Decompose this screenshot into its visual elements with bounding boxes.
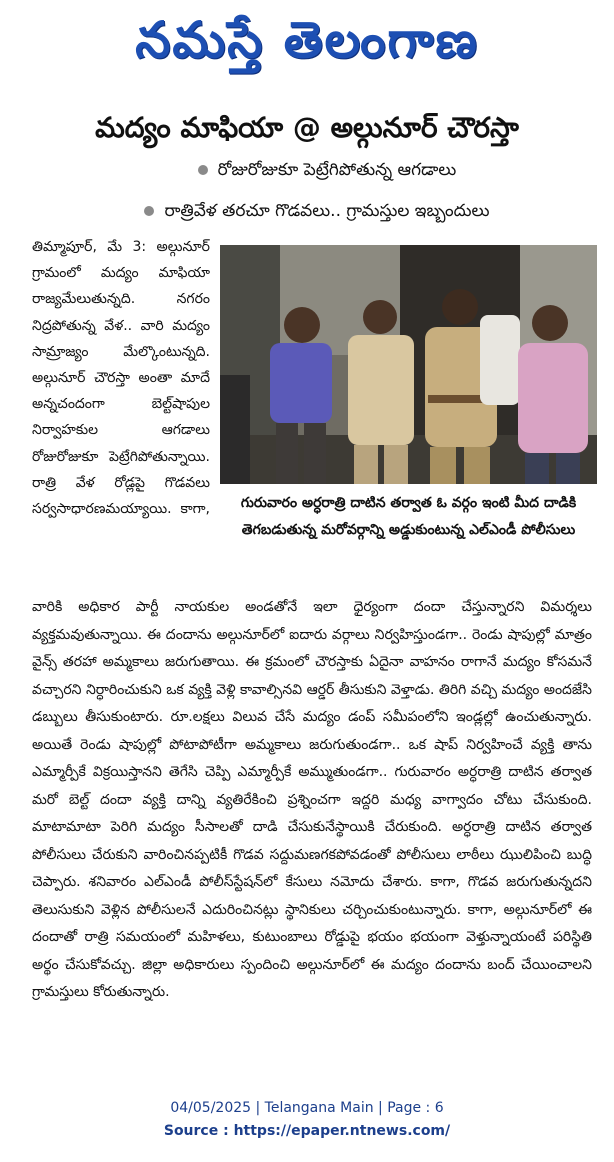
column-paragraph: తిమ్మాపూర్, మే 3: అల్గునూర్ గ్రామంలో మద్యం మాఫియా రాజ్యమేలుతున్నది. నగరం నిద్రపోతున్న వేళ.. వారి మద్యం సామ్రాజ్యం మేల్కొంటున్నది. అల్గునూర్ చౌరస్తా అంతా మాదే అన్నచందంగా బెల్ట్‌షాపుల నిర్వాహకుల ఆగడాలు రోజురోజుకూ పెట్రేగిపోతున్నాయి. రాత్రి వేళ రోడ్లపై గొడవలు సర్వసాధారణమయ్యాయి. కాగా, (32, 239, 210, 518)
subhead-2-text: రాత్రివేళ తరచూ గొడవలు.. గ్రామస్తుల ఇబ్బందులు (164, 201, 490, 221)
masthead (0, 0, 614, 92)
footer-source-link[interactable]: Source : https://epaper.ntnews.com/ (163, 1123, 451, 1139)
photo-illustration (220, 245, 597, 484)
photo-caption: గురువారం అర్ధరాత్రి దాటిన తర్వాత ఓ వర్గం ఇంటి మీద దాడికి తెగబడుతున్న మరోవర్గాన్ని అడ్డుకుంటున్న ఎల్‌ఎండీ పోలీసులు (240, 495, 577, 538)
article-photo (220, 245, 597, 484)
bullet-icon (198, 165, 208, 175)
article-subhead-1 (0, 158, 614, 182)
masthead-title: నమస్తే తెలంగాణ (135, 11, 479, 69)
article-subhead-2 (0, 199, 614, 223)
footer-edition-info: 04/05/2025 | Telangana Main | Page : 6 (170, 1100, 444, 1116)
article-column-text (32, 234, 210, 522)
article-body-text: వారికి అధికార పార్టీ నాయకుల అండతోనే ఇలా ధైర్యంగా దందా చేస్తున్నారని విమర్శలు వ్యక్తమవుతున్నాయి. ఈ దందాను అల్గునూర్‌లో ఐదారు వర్గాలు నిర్వహిస్తుండగా.. రెండు షాపుల్లో మాత్రం వైన్స్ తరహా అమ్మకాలు జరుగుతాయి. ఈ క్రమంలో చౌరస్తాకు ఏదైనా వాహనం రాగానే మద్యం కోసమనే వచ్చారని నిర్ధారించుకుని ఒక వ్యక్తి వెళ్లి కావాల్సినవి ఆర్డర్ తీసుకుని వెళ్తాడు. తిరిగి వచ్చి మద్యం అందజేసి డబ్బులు తీసుకుంటారు. రూ.లక్షలు విలువ చేసే మద్యం డంప్ సమీపంలోని ఇండ్లల్లో ఉంచుతున్నారు. అయితే రెండు షాపుల్లో పోటాపోటీగా అమ్మకాలు జరుగుతుండగా.. ఒక షాప్ నిర్వహించే వ్యక్తి తాను ఎమ్మార్పీకే విక్రయిస్తానని తెగేసి చెప్పి ఎమ్మార్పీకే అమ్ముతుండగా.. గురువారం అర్ధరాత్రి దాటిన తర్వాత మరో బెల్ట్ దందా వ్యక్తి దాన్ని వ్యతిరేకించి ప్రశ్నించగా ఇద్దరి మధ్య వాగ్వాదం చోటు చేసుకుంది. మాటామాటా పెరిగి మద్యం సీసాలతో దాడి చేసుకునేస్థాయికి చేరుకుంది. అర్ధరాత్రి దాటిన తర్వాత పోలీసులు చేరుకుని వారించినప్పటికీ గొడవ సద్దుమణగకపోవడంతో పోలీసులు లాఠీలు ఝులిపించి బుద్ధి చెప్పారు. శనివారం ఎల్‌ఎండీ పోలీస్‌స్టేషన్‌లో కేసులు నమోదు చేశారు. కాగా, గొడవ జరుగుతున్నదని తెలుసుకుని వెళ్లిన పోలీసులనే ఎదురించినట్లు స్థానికులు చర్చించుకుంటున్నారు. కాగా, అల్గునూర్‌లో ఈ దందాతో రాత్రి సమయంలో మహిళలు, కుటుంబాలు రోడ్డుపై భయం భయంగా వెళ్తున్నాయంటే పరిస్థితి అర్థం చేసుకోవచ్చు. జిల్లా అధికారులు స్పందించి అల్గునూర్‌లో ఈ మద్యం దందాను బంద్ చేయించాలని గ్రామస్తులు కోరుతున్నారు. (32, 599, 592, 1000)
article-headline: మద్యం మాఫియా @ అల్గునూర్ చౌరస్తా (95, 111, 519, 144)
bullet-icon (144, 206, 154, 216)
subhead-1-text: రోజురోజుకూ పెట్రేగిపోతున్న ఆగడాలు (217, 160, 457, 180)
